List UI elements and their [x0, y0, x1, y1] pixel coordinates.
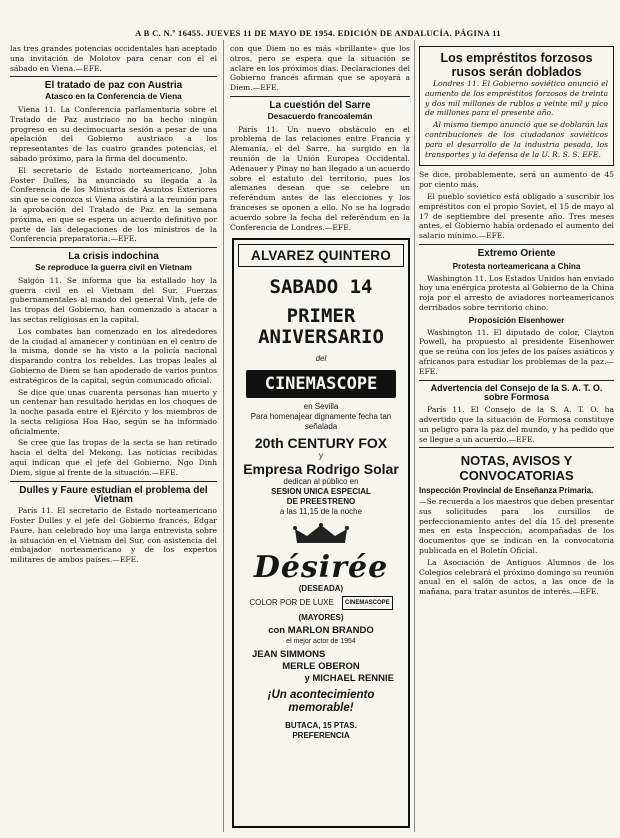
ad-headline-1: PRIMER — [286, 305, 356, 327]
paragraph: Se dice, probablemente, será un aumento de 45 por ciento más. — [419, 170, 614, 190]
ad-oscar: el mejor actor de 1954 — [286, 638, 356, 645]
ad-preference: PREFERENCIA — [292, 731, 350, 740]
subhead-protesta: Protesta norteamericana a China — [452, 261, 581, 271]
column-divider — [223, 40, 224, 832]
headline-emprestitos: Los empréstitos forzosos rusos serán doblados — [440, 51, 593, 79]
ad-cast-2: MERLE OBERON — [282, 661, 360, 672]
column-left — [10, 44, 217, 567]
ad-sevilla: en Sevilla — [303, 402, 339, 411]
paragraph: El secretario de Estado norteamericano, John Foster Dulles, ha anunciado su llegada a la Conferencia de los Ministros de Asuntos Exteriores sin que se conozca si Viena asistirá a la reunión para la aprobación del Tratado de Paz en la semana próxima, en que se espera un acuerdo definitivo por parte de las delegaciones de los ministros de la Conferencia preparatoria.—EFE. — [10, 165, 217, 244]
crown-icon — [291, 523, 351, 545]
paragraph: Los combates han comenzado en los alrededores de la ciudad al amanecer y continúan en el centro de la misma, donde se ha visto a la policía nacional disparando contra los rebeldes. Las tropas leales al Gobierno de Diem se han apoderado de varios puntos estratégicos de la capital, según comunicado oficial. — [10, 326, 217, 385]
ad-date: SABADO 14 — [269, 276, 373, 298]
column-divider — [414, 40, 415, 832]
intro-paragraph: las tres grandes potencias occidentales han aceptado una invitación de Molotov para cenar con él el sábado en Viena.—EFE. — [10, 44, 217, 73]
ad-color: COLOR POR DE LUXE — [249, 598, 334, 608]
ad-session: SESION UNICA ESPECIAL — [271, 487, 371, 496]
headline-notas: NOTAS, AVISOS Y CONVOCATORIAS — [459, 453, 574, 484]
headline-indochina: La crisis indochina — [68, 251, 159, 263]
divider — [419, 447, 614, 448]
running-head: A B C. N.º 16455. JUEVES 11 DE MAYO DE 1954. EDICIÓN DE ANDALUCÍA. PÁGINA 11 — [135, 28, 501, 38]
paragraph: París 11. Un nuevo obstáculo en el problema de las relaciones entre Francia y Alemania, el del Sarre, ha surgido en la reunión de la Unión Europea Occidental. Adenauer y Pinay no han llegado a un acuerdo sobre el estatuto del territorio, pues los alemanes desean que se celebre un referéndum antes de las elecciones y los franceses se oponen a ello. No se ha logrado acuerdo sobre la fecha del referéndum en la Conferencia de Londres.—EFE. — [230, 124, 410, 232]
subhead-notas: Inspección Provincial de Enseñanza Primaria. — [419, 486, 594, 496]
cinemascope-logo: CINEMASCOPE — [246, 370, 396, 398]
subhead-vietnam: Se reproduce la guerra civil en Vietnam — [35, 261, 192, 272]
film-subtitle: (DESEADA) — [298, 584, 344, 593]
cinema-advertisement — [232, 238, 410, 828]
paragraph: Se cree que las tropas de la secta se han retirado hacia el delta del Mekong. Las noticias recibidas aquí indican que el jefe del Gobierno, Ngo Dinh Diem, sigue al frente de la situación.—EFE. — [10, 438, 217, 477]
paragraph: con que Diem no es más «brillante» que los otros, pero se espera que la situación se aclare en los próximos días. Declaraciones del Gobierno francés afirman que se apoyará a Diem.—EFE. — [230, 44, 410, 93]
column-right — [419, 44, 614, 599]
ad-headline-2: ANIVERSARIO — [258, 326, 384, 348]
paragraph: Saigón 11. Se informa que ha estallado hoy la guerra civil en el Vietnam del Sur. Fuerzas gubernamentales al mando del general Vinh, jefe de las tropas del Gobierno, han comenzado a atacar a las sectas religiosas en la capital. — [10, 275, 217, 324]
ad-studio-1: 20th CENTURY FOX — [254, 435, 388, 451]
ad-cast-1: JEAN SIMMONS — [252, 649, 326, 660]
subhead-austria: Atasco en la Conferencia de Viena — [45, 91, 182, 102]
paragraph: La Asociación de Antiguos Alumnos de los Colegios celebrará el próximo domingo su reunión anual en el salón de actos, a las once de la mañana, para tratar asuntos de interés.—EFE. — [419, 557, 614, 597]
paragraph: Viena 11. La Conferencia parlamentaria sobre el Tratado de Paz austriaco no ha hecho ningún progreso en su decimocuarta sesión a pesar de una apelación del Gobierno austriaco a los representantes de las cuatro grandes potencias, el sábado próximo, para la firma del documento. — [10, 104, 217, 163]
divider — [10, 76, 217, 77]
film-title: Désirée — [253, 550, 389, 585]
headline-sato: Advertencia del Consejo de la S. A. T. O. sobre Formosa — [430, 382, 603, 403]
ad-time: a las 11,15 de la noche — [279, 507, 363, 516]
divider — [419, 380, 614, 381]
paragraph: Londres 11. El Gobierno soviético anunció el aumento de los empréstitos forzosos de treinta y dos mil millones de rublos a veinte mil y pico de millones para el presente año. — [425, 79, 608, 118]
paragraph: Washington 11. Los Estados Unidos han enviado hoy una enérgica protesta al Gobierno de la China roja por el arresto de aviadores norteamericanos derribados sobre territorio chino. — [419, 273, 614, 312]
headline-extremo-oriente: Extremo Oriente — [477, 247, 556, 259]
divider — [10, 247, 217, 248]
paragraph: —Se recuerda a los maestros que deben presentar sus solicitudes para los cursillos de perfeccionamiento antes del día 15 del presente mes en esta Inspección, acompañadas de los documentos que se indican en la convocatoria publicada en el Boletín Oficial. — [419, 497, 614, 556]
paragraph: Washington 11. El diputado de color, Clayton Powell, ha propuesto al presidente Eisenhower que se reúna con los jefes de los países asiáticos y africanos para estudiar los problemas de la paz.—EFE. — [419, 327, 614, 376]
headline-dulles-faure: Dulles y Faure estudian el problema del Vietnam — [19, 484, 208, 506]
paragraph: París 11. El Consejo de la S. A. T. O. ha advertido que la situación de Formosa constituye un peligro para la paz del mundo, y ha pedido que se llegue a un acuerdo.—EFE. — [419, 405, 614, 444]
headline-sarre: La cuestión del Sarre — [269, 99, 371, 111]
cinemascope-badge: CINEMASCOPE — [342, 596, 393, 610]
paragraph: Al mismo tiempo anunció que se doblarán las contribuciones de los ciudadanos soviéticos para el desarrollo de la industria pesada, los transportes y la defensa de la U. R. S. S. EFE. — [425, 120, 608, 159]
ad-dedica: dedican al público en — [283, 477, 359, 486]
ad-theatre-name: ALVAREZ QUINTERO — [238, 244, 404, 267]
ad-para: Para homenajear dignamente fecha tan señalada — [250, 412, 392, 431]
subhead-eisenhower: Proposición Eisenhower — [468, 315, 565, 325]
ad-slogan-2: memorable! — [288, 702, 354, 714]
ad-studio-2: Empresa Rodrigo Solar — [243, 461, 399, 477]
emprestitos-box — [419, 46, 614, 166]
subhead-sarre: Desacuerdo francoalemán — [267, 110, 373, 121]
ad-price: BUTACA, 15 PTAS. — [285, 721, 357, 730]
ad-slogan-1: ¡Un acontecimiento — [267, 689, 375, 701]
headline-austria: El tratado de paz con Austria — [44, 80, 183, 92]
ad-star: con MARLON BRANDO — [268, 625, 374, 636]
paragraph: París 11. El secretario de Estado norteamericano Foster Dulles y el jefe del Gobierno francés, Edgar Faure, han celebrado hoy una larga entrevista sobre la situación en el Vietnam del Sur, con asistencia del embajador norteamericano y de los expertos militares de ambos países.—EFE. — [10, 506, 217, 565]
column-middle — [230, 44, 410, 234]
ad-preestreno: DE PREESTRENO — [286, 497, 356, 506]
divider — [419, 244, 614, 245]
ad-cast-3: y MICHAEL RENNIE — [304, 673, 394, 684]
paragraph: El pueblo soviético está obligado a suscribir los empréstitos con el propio Soviet, el 15 de mayo al 17 de septiembre del presente año. Tres meses antes, el Gobierno había ordenado el aumento del salario mínimo.—EFE. — [419, 191, 614, 241]
divider — [10, 481, 217, 482]
ad-rating: (MAYORES) — [298, 613, 344, 622]
paragraph: Se dice que unas cuarenta personas han muerto y un centenar han resultado heridas en los choques de la noche pasada entre el Ejército y los miembros de la secta religiosa Hoa Hao, según se ha informado oficialmente. — [10, 387, 217, 436]
divider — [230, 96, 410, 97]
ad-del: del — [315, 354, 327, 363]
ad-and: y — [319, 451, 323, 460]
